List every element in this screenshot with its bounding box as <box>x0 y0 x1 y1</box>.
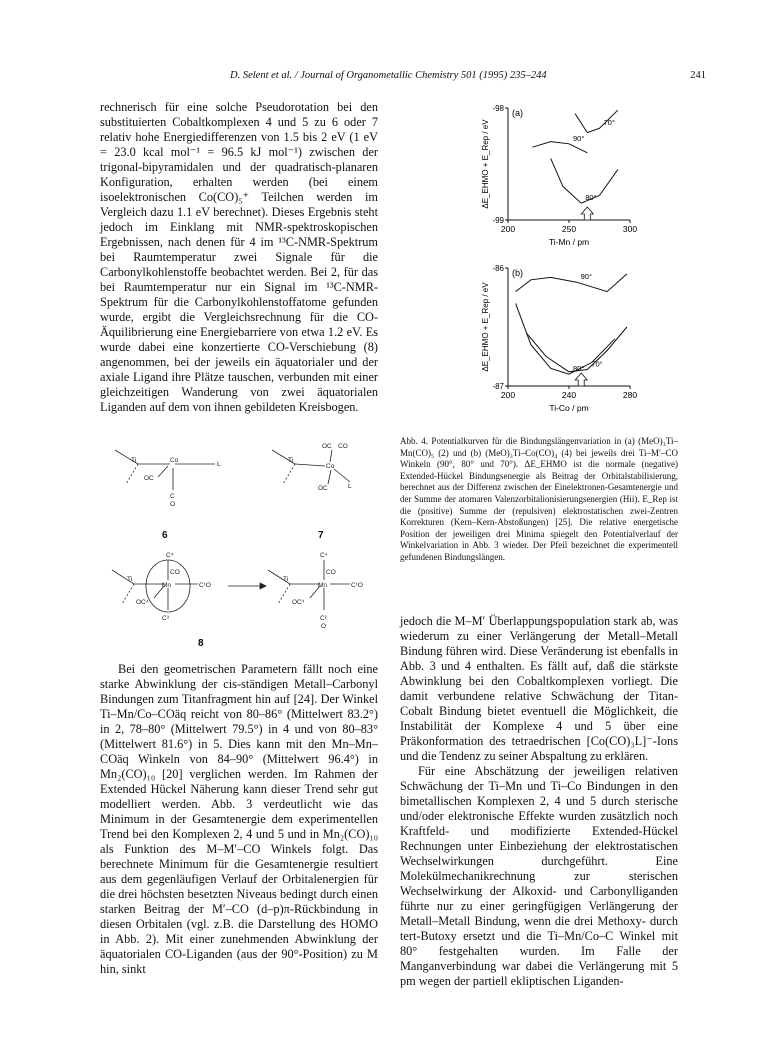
atom-label: Ti <box>131 457 137 464</box>
paragraph: Bei den geometrischen Parametern fällt noch eine starke Abwinklung der cis-ständigen Metall–Carbonyl Bindungen zum Titanfragment hin auf [24]. Der Winkel Ti–Mn/Co–COäq reicht von 80–86° (Mittelwert 83.2°) in 2, 78–80° (Mittelwert 79.5°) in 4 und von 80–83° (Mittelwert 81.6°) in 5. Dies kann mit den Mn–Mn–COäq Winkeln von 84–90° (Mittelwert 96.4°) in Mn₂(CO)₁₀ [20] verglichen werden. Im Rahmen der Extended Hückel Näherung kann dieser Trend sehr gut modelliert werden. Abb. 3 verdeutlicht wie das Minimum in der Gesamtenergie dem experimentellen Trend bei den Komplexen 2, 4 und 5 und in Mn₂(CO)₁₀ als Funktion des M–M′–CO Winkels folgt. Das berechnete Minimum für die Gesamtenergie resultiert aus dem gegenläufigen Verlauf der Orbitalenergien für die drei höchsten besetzten Niveaus bedingt durch einen starken Beitrag der M′–CO (d–p)π-Rückbindung in diesen Orbitalen (vgl. z.B. die Darstellung des HOMO in Abb. 2). Mit einer zunehmenden Abwinklung der äquatorialen CO-Liganden (aus der 90°-Position) zu M hin, sinkt <box>100 662 378 976</box>
panel-label: (b) <box>512 268 523 278</box>
y-tick-label: -87 <box>492 382 504 391</box>
paragraph: rechnerisch für eine solche Pseudorotation bei den substituierten Cobaltkomplexen 4 und 5 zu 6 oder 7 relativ hohe Energiedifferenzen von 1.5 bis 2 eV (1 eV = 23.0 kcal mol⁻¹ = 96.5 kJ mol⁻¹) zwischen der trigonal-bipyramidalen und der quadratisch-planaren Konfiguration, erhalten werden (bei einem isoelektronischen Co(CO)₅⁺ Teilchen werden im Vergleich dazu 1.1 eV berechnet). Dieses Ergebnis steht jedoch im Einklang mit NMR-spektroskopischen Ergebnissen, nach denen für 4 im ¹³C-NMR-Spektrum bei Raumtemperatur zwei Signale für die Carbonylkohlenstoffe beobachtet werden. Bei 2, für das bei Raumtemperatur nur ein Signal im ¹³C-NMR-Spektrum für die Carbonylkohlenstoffatome gefunden wurde, ergibt die Vergleichsrechnung für die CO-Äquilibrierung eine Energiebarriere von etwa 1.2 eV. Es wurde dabei eine konzertierte CO-Verschiebung (8) angenommen, bei der jeweils ein äquatorialer und der axiale Ligand ihre Plätze tauschen, verbunden mit einer gleichzeitigen Wanderung von zwei äquatorialen Liganden auf dem von ihnen gebildeten Kreisbogen. <box>100 100 378 414</box>
x-axis-label: Ti-Mn / pm <box>548 237 590 247</box>
left-column-bottom <box>100 662 378 977</box>
x-tick-label: 200 <box>500 224 516 234</box>
x-tick-label: 240 <box>561 390 577 400</box>
compound-label-6: 6 <box>162 530 168 541</box>
atom-label: C <box>170 493 175 500</box>
series-label: 70° <box>603 118 615 128</box>
atom-label: C¹O <box>199 582 211 589</box>
atom-label: L <box>217 461 221 468</box>
x-tick-label: 300 <box>622 224 638 234</box>
atom-label: C⁴ <box>166 552 174 559</box>
experimental-bond-arrow <box>581 207 593 220</box>
atom-label: C³ <box>162 615 169 622</box>
series-line <box>516 274 627 292</box>
x-tick-label: 200 <box>500 390 516 400</box>
compound-label-8: 8 <box>198 638 204 648</box>
atom-label: OC <box>318 485 328 492</box>
chart-b <box>470 258 660 422</box>
series-label: 80° <box>573 364 585 374</box>
y-tick-label: -98 <box>492 104 504 113</box>
atom-label: OC³ <box>292 599 304 606</box>
x-tick-label: 250 <box>561 224 577 234</box>
atom-label: O <box>321 623 327 630</box>
journal-citation: D. Selent et al. / Journal of Organometallic Chemistry 501 (1995) 235–244 <box>230 70 547 81</box>
atom-label: Co <box>170 457 179 464</box>
atom-label: C² <box>320 615 327 622</box>
atom-label: L <box>348 483 352 490</box>
series-line <box>532 142 587 153</box>
experimental-bond-arrow <box>575 373 587 386</box>
atom-label: C⁴ <box>320 552 328 559</box>
atom-label: O <box>170 501 176 508</box>
y-axis-label: ΔE_EHMO + E_Rep / eV <box>481 119 490 209</box>
atom-label: CO <box>338 443 348 450</box>
series-label: 90° <box>573 133 585 143</box>
paragraph: Für eine Abschätzung der jeweiligen relativen Schwächung der Ti–Mn und Ti–Co Bindungen in den bimetallischen Komplexen 2, 4 und 5 durch sterische und/oder elektronische Effekte wurden zusätzlich noch Kraftfeld- und modifizierte Extended-Hückel Rechnungen unter Einbeziehung der elektrostatischen Wechselwirkungen durchgeführt. Eine Molekülmechanikrechnung zur sterischen Wechselwirkung der Alkoxid- und Carbonylliganden führte nur zu einer geringfügigen Verlängerung der Metall–Metall Bindung, wenn die drei Methoxy- durch tert-Butoxy ersetzt und die Ti–Mn/Co–C Winkel mit 80° festgehalten wurden. Im Falle der Manganverbindung war dabei die Verlängerung mit 5 pm wegen der partiell ekliptischen Liganden- <box>400 764 678 988</box>
atom-label: OC⁴ <box>136 599 149 606</box>
atom-label: Co <box>326 463 335 470</box>
atom-label: Mn <box>162 582 172 589</box>
panel-label: (a) <box>512 108 523 118</box>
x-axis-label: Ti-Co / pm <box>549 403 589 413</box>
atom-label: Ti <box>283 576 289 583</box>
atom-label: CO <box>326 569 336 576</box>
y-axis-label: ΔE_EHMO + E_Rep / eV <box>481 282 490 372</box>
y-tick-label: -86 <box>492 264 504 273</box>
right-column <box>400 614 678 989</box>
atom-label: Mn <box>318 582 328 589</box>
y-tick-label: -99 <box>492 216 504 225</box>
atom-label: C¹O <box>351 582 363 589</box>
atom-label: OC <box>144 475 154 482</box>
atom-label: CO <box>170 569 180 576</box>
structures-6-7 <box>100 442 380 542</box>
chart-a <box>470 98 660 256</box>
figure-caption: Abb. 4. Potentialkurven für die Bindungslängenvariation in (a) (MeO)₃Ti–Mn(CO)₅ (2) und (b) (MeO)₃Ti–Co(CO)₄ (4) bei jeweils drei Ti–M′–CO Winkeln (90°, 80° und 70°). ΔE_EHMO ist die normale (negative) Extended-Hückel Bindungsenergie als Beitrag der Orbitalstabilisierung, berechnet aus der Differenz zwischen der Einelektronen-Gesamtenergie und der Summe der atomaren Valenzorbitalionisierungsenergien (Hii). E_Rep ist die (positive) Summe der (repulsiven) elektrostatischen zwei-Zentren Korrekturen (Kern–Kern-Abstoßungen) [25]. Die relative energetische Position der jeweiligen drei Minima spiegelt den Potentialverlauf der Winkelvariation in Abb. 3 wieder. Der Pfeil bezeichnet die experimentell gefundenen Bindungslängen. <box>400 436 678 562</box>
series-label: 80° <box>585 193 597 203</box>
x-tick-label: 280 <box>622 390 638 400</box>
page-number: 241 <box>690 70 706 81</box>
structure-8 <box>100 548 380 648</box>
running-header <box>0 70 768 88</box>
atom-label: OC <box>322 443 332 450</box>
series-label: 90° <box>580 272 592 282</box>
atom-label: Ti <box>127 576 133 583</box>
series-label: 70° <box>591 359 603 369</box>
paragraph: jedoch die M–M′ Überlappungspopulation stark ab, was wiederum zu einer Verlängerung der Metall–Metall Bindung führen wird. Diese Veränderung ist ebenfalls in Abb. 3 und 4 enthalten. Es fällt auf, daß die stärkste Abwinklung bei den Cobaltkomplexen vorliegt. Die damit verbundene relative Schwächung der Titan-Cobalt Bindung bietet eventuell die Möglichkeit, die Instabilität der Komplexe 4 und 5 über eine Präkonformation des tetraedrischen [Co(CO)₃L]⁻-Ions und die Tendenz zu seiner Abspaltung zu erklären. <box>400 614 678 763</box>
atom-label: Ti <box>288 457 294 464</box>
compound-label-7: 7 <box>318 530 324 541</box>
left-column-top <box>100 100 378 415</box>
